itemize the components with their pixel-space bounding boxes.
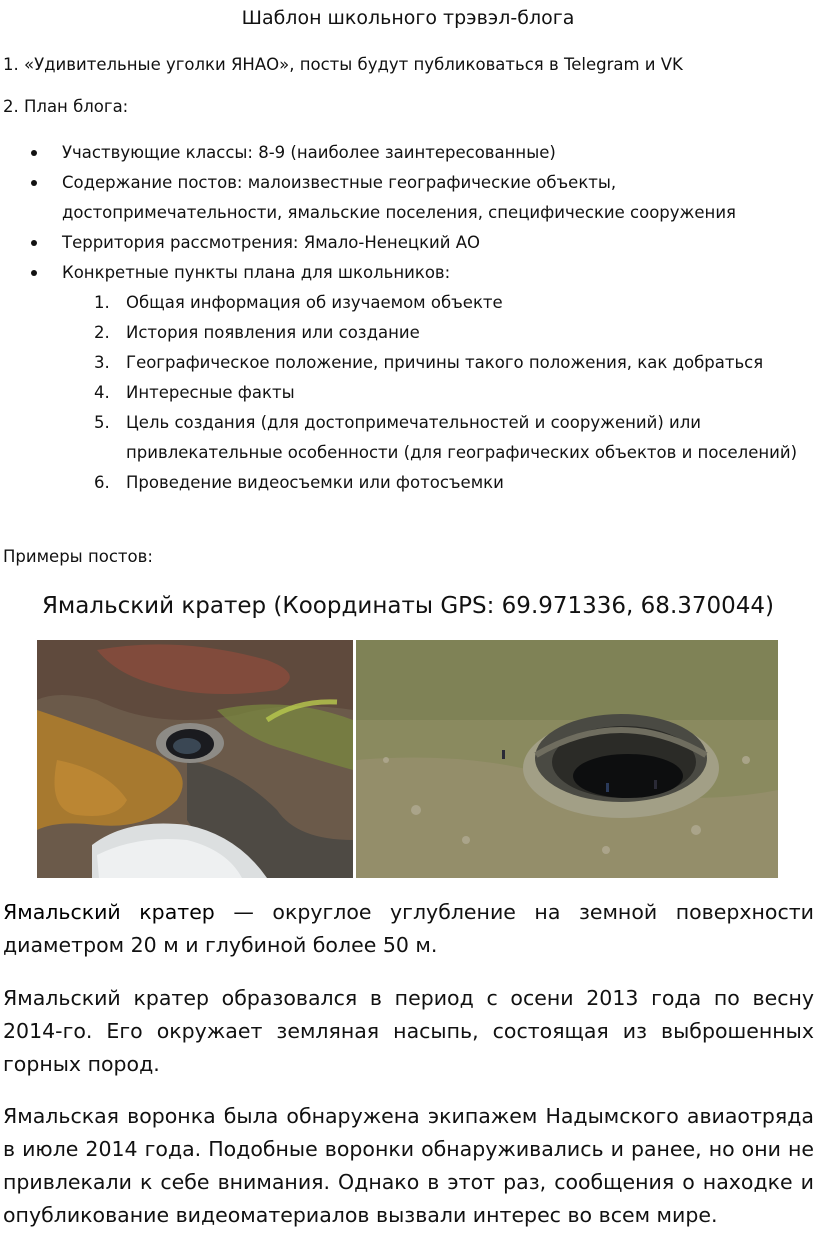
crater-photos <box>37 640 778 878</box>
aerial-crater-photo <box>37 640 353 878</box>
plan-item: 6. Проведение видеосъемки или фотосъемки <box>94 473 504 492</box>
bullet-item: Содержание постов: малоизвестные географические объекты, достопримечательности, ямальские поселения, специфические сооружения <box>0 168 816 228</box>
plan-item: 2. История появления или создание <box>94 323 420 342</box>
bullet-item: Участвующие классы: 8-9 (наиболее заинтересованные) <box>0 138 816 168</box>
bullet-icon <box>31 150 37 156</box>
examples-label: Примеры постов: <box>3 547 153 566</box>
paragraph-definition: Ямальский кратер — округлое углубление на земной поверхности диаметром 20 м и глубиной более 50 м. <box>3 900 814 957</box>
bullet-item: Территория рассмотрения: Ямало-Ненецкий АО <box>0 228 816 258</box>
ground-crater-photo <box>356 640 778 878</box>
paragraph-discovery: Ямальская воронка была обнаружена экипажем Надымского авиаотряда в июле 2014 года. Подобные воронки обнаруживались и ранее, но они не привлекали к себе внимания. Однако в этот раз, сообщения о находке и опубликование видеоматериалов вызвали интерес во всем мире. <box>3 1104 814 1227</box>
item-2-blog-plan: 2. План блога: <box>3 97 129 116</box>
plan-item: 1. Общая информация об изучаемом объекте <box>94 293 503 312</box>
document-title: Шаблон школьного трэвэл-блога <box>241 7 575 29</box>
plan-item: 5. Цель создания (для достопримечательностей и сооружений) или привлекательные особенности (для географических объектов и поселений) <box>94 413 798 462</box>
bullet-icon <box>31 180 37 186</box>
bullet-icon <box>31 270 37 276</box>
bullet-icon <box>31 240 37 246</box>
bullet-item: Конкретные пункты плана для школьников: <box>0 258 816 288</box>
plan-bullet-list <box>0 138 816 288</box>
plan-numbered-list <box>0 288 816 498</box>
crater-term: Ямальский кратер <box>3 900 215 924</box>
paragraph-formation: Ямальский кратер образовался в период с осени 2013 года по весну 2014-го. Его окружает земляная насыпь, состоящая из выброшенных горных пород. <box>3 986 814 1076</box>
item-1-telegram-vk: 1. «Удивительные уголки ЯНАО», посты будут публиковаться в Telegram и VK <box>3 55 683 74</box>
post-heading: Ямальский кратер (Координаты GPS: 69.971336, 68.370044) <box>41 593 775 619</box>
plan-item: 4. Интересные факты <box>94 383 295 402</box>
plan-item: 3. Географическое положение, причины такого положения, как добраться <box>94 353 764 372</box>
